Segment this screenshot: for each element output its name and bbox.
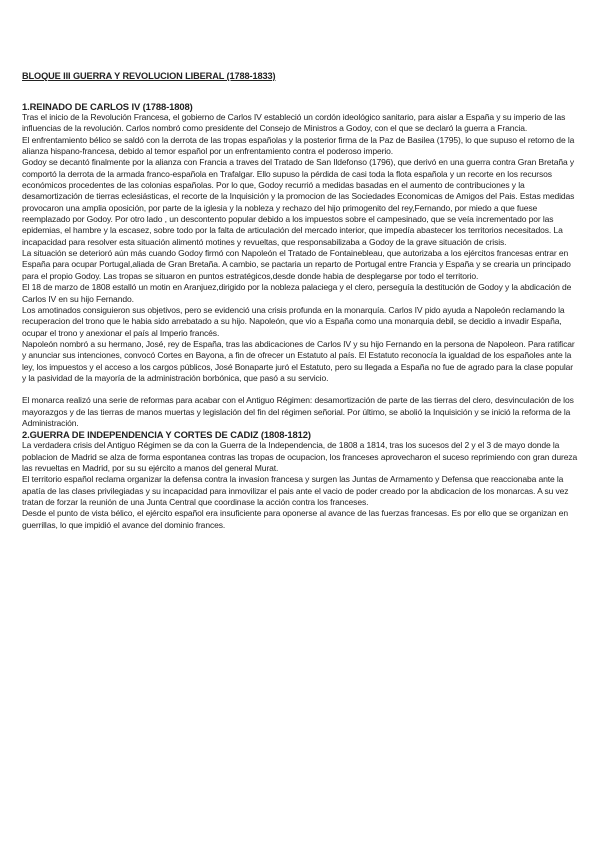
paragraph: El monarca realizó una serie de reformas para acabar con el Antiguo Régimen: desamortización de parte de las tierras del clero, desvinculación de los mayorazgos y de las tierras de manos muertas y legislación del fin del régimen señorial. Por último, se abolió la Inquisición y se inició la reforma de la Administración. <box>22 395 574 428</box>
paragraph: La verdadera crisis del Antiguo Régimen se da con la Guerra de la Independencia, de 1808 a 1814, tras los sucesos del 2 y el 3 de mayo donde la poblacion de Madrid se alza de forma espontanea contras las tropas de ocupacion, los franceses aprovecharon el suceso reprimiendo con gran dureza las revueltas en Madrid, por su su ejército a manos del general Murat. <box>22 440 578 473</box>
document-body <box>22 71 578 531</box>
paragraph: Los amotinados consiguieron sus objetivos, pero se evidenció una crisis profunda en la monarquía. Carlos IV pido ayuda a Napoleón reclamando la recuperacion del trono que le habia sido arrebatado a su hijo. Napoleón, que vio a España como una monarquia debil, se decidio a invadir España, ocupar el trono y anexionar el país al Imperio francés. <box>22 304 565 338</box>
paragraph: El enfrentamiento bélico se saldó con la derrota de las tropas españolas y la posterior firma de la Paz de Basilea (1795), lo que supuso el retorno de la alianza hispano-francesa, debido al temor español por un enfrentamiento contra el poderoso imperio. <box>22 134 575 157</box>
section-guerra-independencia <box>22 429 578 531</box>
paragraph: Napoleón nombró a su hermano, José, rey de España, tras las abdicaciones de Carlos IV y su hijo Fernando en la persona de Napoleon. Para ratificar y anunciar sus intenciones, convocó Cortes en Bayona, a fin de ofrecer un Estatuto al país. El Estatuto reconocía la igualdad de los españoles ante la ley, los impuestos y el acceso a los cargos públicos, José Bonaparte juró el Estatuto, pero su llegada a España no fue de agrado para la clase popular y la pasividad de la mayoría de la administración borbónica, que pasó a su servicio. <box>22 338 575 383</box>
section-title: 2.GUERRA DE INDEPENDENCIA Y CORTES DE CADIZ (1808-1812) <box>22 429 311 441</box>
section-title: 1.REINADO DE CARLOS IV (1788-1808) <box>22 101 193 112</box>
paragraph: El territorio español reclama organizar la defensa contra la invasion francesa y surgen las Juntas de Armamento y Defensa que reaccionaba ante la apatía de las clases privilegiadas y su incapacidad para inmovilizar el pais ante el vacio de poder creado por la abdicacion de los monarcas. A su vez tratan de forzar la reunión de una Junta Central que coordinase la acción contra los franceses. <box>22 474 569 507</box>
page-title: BLOQUE III GUERRA Y REVOLUCION LIBERAL (1788-1833) <box>22 71 276 81</box>
paragraph: Godoy se decantó finalmente por la alianza con Francia a traves del Tratado de San Ildefonso (1796), que derivó en una guerra contra Gran Bretaña y comportó la derrota de la armada franco-española en Trafalgar. Ello supuso la pérdida de casi toda la flota española y un recorte en los recursos económicos procedentes de las colonias españolas. Por lo que, Godoy recurrió a medidas basadas en el aumento de contribuciones y la desamortización de tierras eclesiásticas, el recorte de la Inquisición y la promocion de las Sociedades Economicas de Amigos del Pais. Estas medidas provocaron una amplia oposición, por parte de la iglesia y la nobleza y rechazo del hijo primogenito del rey,Fernando, por miedo a que fuese reemplazado por Godoy. Por otro lado , un descontento popular debido a los impuestos sobre el campesinado, que se veía incrementado por las epidemias, el hambre y la escasez, sobre todo por la falta de articulación del mercado interior, que impedía abastecer los territorios necesitados. La incapacidad para resolver esta situación alimentó motines y revueltas, que responsabilizaba a Godoy de la grave situación de crisis. <box>22 157 575 247</box>
paragraph: Desde el punto de vista bélico, el ejército español era insuficiente para oponerse al avance de las fuerzas francesas. Es por ello que se organizan en guerrillas, lo que impidió el avance del dominio frances. <box>22 508 568 530</box>
paragraph: El 18 de marzo de 1808 estalló un motin en Aranjuez,dirigido por la nobleza palaciega y el clero, perseguía la destitución de Godoy y la abdicación de Carlos IV en su hijo Fernando. <box>22 282 572 304</box>
section-reinado-carlos-iv <box>22 101 578 429</box>
paragraph: Tras el inicio de la Revolución Francesa, el gobierno de Carlos IV estableció un cordón ideológico sanitario, para aislar a España y su imperio de las influencias de la revolución. Carlos nombró como presidente del Consejo de Ministros a Godoy, con el que se declaró la guerra a Francia. <box>22 112 566 134</box>
paragraph: La situación se deterioró aún más cuando Godoy firmó con Napoleón el Tratado de Fontainebleau, que autorizaba a los ejércitos francesas entrar en España para ocupar Portugal,aliada de Gran Bretaña. A cambio, se pactaria un reparto de Portugal entre Francia y España y se crearia un principado para el propio Godoy. Las tropas se situaron en puntos estratégicos,desde donde habia de desplegarse por todo el territorio. <box>22 248 571 281</box>
